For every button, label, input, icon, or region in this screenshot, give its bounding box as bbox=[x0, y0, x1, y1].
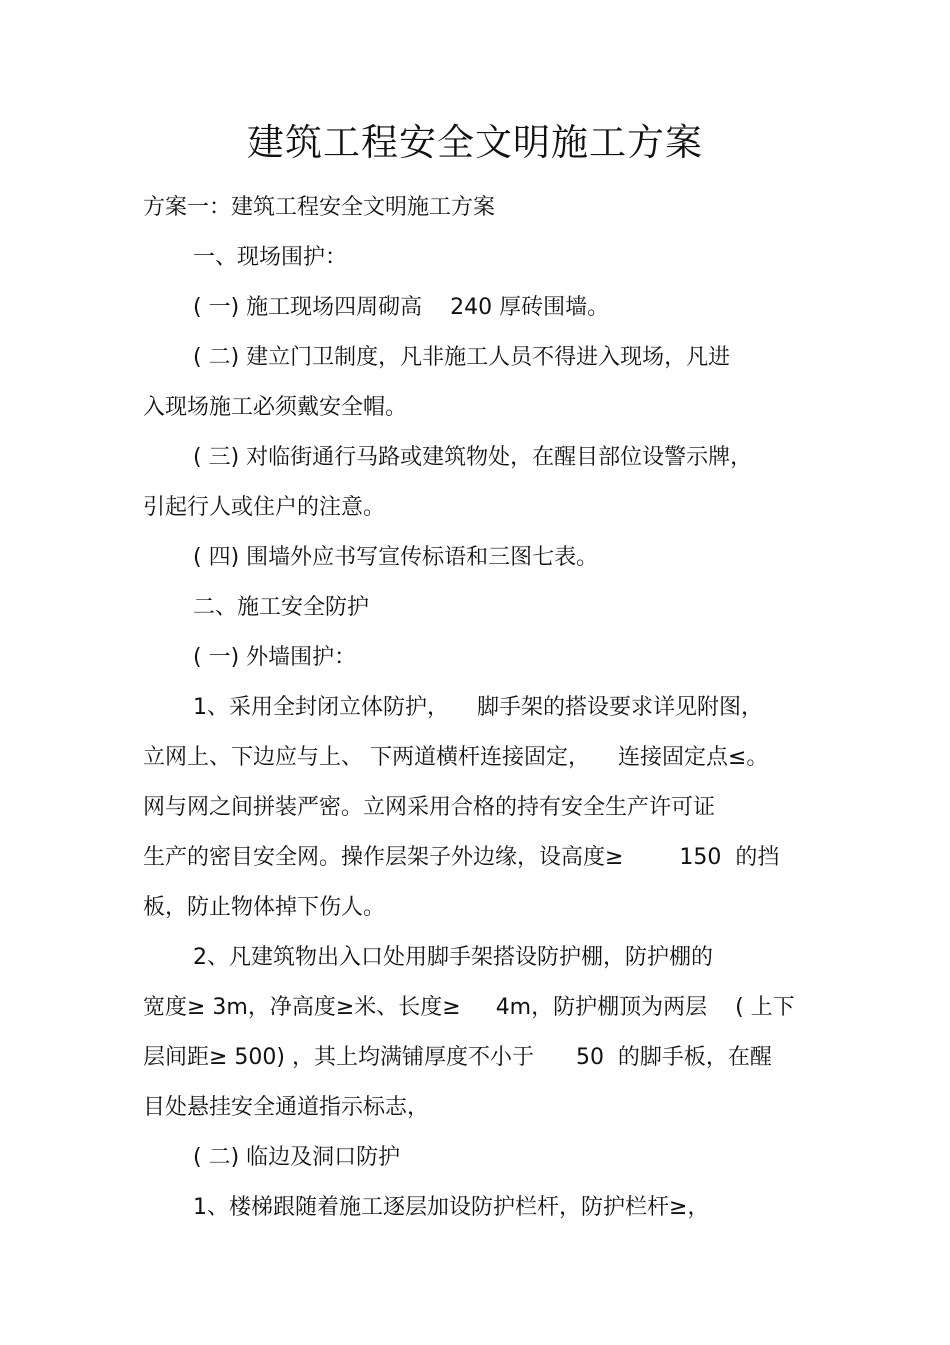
section-heading: 一、现场围护： bbox=[193, 245, 348, 270]
text-line: 方案一：建筑工程安全文明施工方案 bbox=[143, 195, 496, 220]
text-line: 入现场施工必须戴安全帽。 bbox=[143, 395, 408, 420]
text-line: 目处悬挂安全通道指示标志， bbox=[143, 1095, 430, 1120]
text-line: 1、采用全封闭立体防护， 脚手架的搭设要求详见附图， bbox=[193, 695, 763, 720]
subsection-heading: ( 二) 临边及洞口防护 bbox=[193, 1145, 401, 1170]
subsection-heading: ( 一) 外墙围护： bbox=[193, 645, 357, 670]
text-line: ( 四) 围墙外应书写宣传标语和三图七表。 bbox=[193, 545, 599, 570]
text-line: ( 二) 建立门卫制度，凡非施工人员不得进入现场，凡进 bbox=[193, 345, 731, 370]
text-line: 宽度≥ 3m，净高度≥米、长度≥ 4m，防护棚顶为两层 ( 上下 bbox=[143, 995, 795, 1020]
text-line: ( 三) 对临街通行马路或建筑物处，在醒目部位设警示牌， bbox=[193, 445, 753, 470]
text-line: ( 一) 施工现场四周砌高 240 厚砖围墙。 bbox=[193, 295, 610, 320]
text-line: 板，防止物体掉下伤人。 bbox=[143, 895, 386, 920]
text-line: 生产的密目安全网。操作层架子外边缘，设高度≥ 150 的挡 bbox=[143, 845, 780, 870]
document-title: 建筑工程安全文明施工方案 bbox=[247, 121, 703, 164]
text-line: 网与网之间拼装严密。立网采用合格的持有安全生产许可证 bbox=[143, 795, 716, 820]
text-line: 层间距≥ 500) ，其上均满铺厚度不小于 50 的脚手板，在醒 bbox=[143, 1045, 772, 1070]
text-line: 引起行人或住户的注意。 bbox=[143, 495, 386, 520]
text-line: 立网上、下边应与上、 下两道横杆连接固定， 连接固定点≤。 bbox=[143, 745, 769, 770]
text-line: 1、楼梯跟随着施工逐层加设防护栏杆，防护栏杆≥， bbox=[193, 1195, 710, 1220]
text-line: 2、凡建筑物出入口处用脚手架搭设防护棚，防护棚的 bbox=[193, 945, 713, 970]
section-heading: 二、施工安全防护 bbox=[193, 595, 370, 620]
